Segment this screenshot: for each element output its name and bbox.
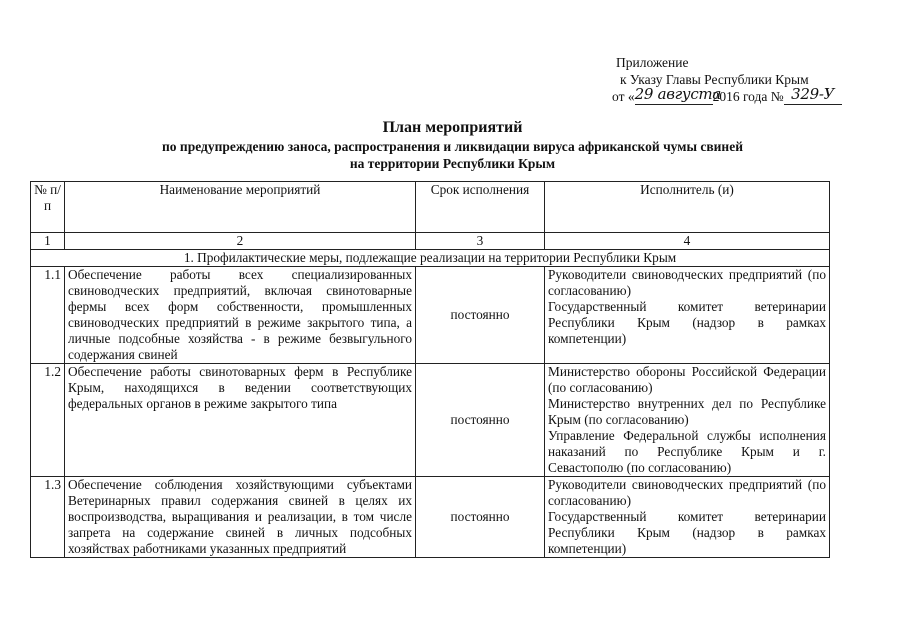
appendix-decree-ref: к Указу Главы Республики Крым: [620, 72, 809, 87]
row-name: Обеспечение работы всех специализированных свиноводческих предприятий, включая свинотоварные фермы всех форм собственности, промышленных свиноводческих предприятий в режиме закрытого типа, а личные подсобные хозяйства - в режиме безвыгульного содержания свиней: [65, 267, 416, 364]
table-row: [31, 364, 830, 477]
subtitle-line-1: по предупреждению заноса, распространения и ликвидации вируса африканской чумы свиней: [162, 139, 743, 154]
appendix-label: Приложение: [616, 55, 689, 70]
row-term: постоянно: [416, 364, 545, 477]
executor-item: Государственный комитет ветеринарии Республики Крым (надзор в рамках компетенции): [548, 509, 826, 556]
year-text: 2016 года №: [712, 89, 784, 104]
column-number-row: [31, 233, 830, 250]
row-term: постоянно: [416, 477, 545, 558]
handwritten-number: 329-У: [791, 85, 835, 103]
number-field: [784, 85, 842, 105]
executor-item: Управление Федеральной службы исполнения наказаний по Республике Крым и г. Севастополю (по согласованию): [548, 428, 826, 475]
row-number: 1.1: [31, 267, 65, 364]
appendix-date-line: [612, 85, 892, 105]
section-row: [31, 250, 830, 267]
row-name: Обеспечение соблюдения хозяйствующими субъектами Ветеринарных правил содержания свиней в целях их воспроизводства, выращивания и реализации, в том числе запрета на содержание свиней в личных подсобных хозяйствах работниками указанных предприятий: [65, 477, 416, 558]
executor-item: Министерство внутренних дел по Республике Крым (по согласованию): [548, 396, 826, 427]
column-number: 3: [416, 233, 545, 250]
table-row: [31, 477, 830, 558]
header-executor: Исполнитель (и): [545, 182, 830, 233]
header-term: Срок исполнения: [416, 182, 545, 233]
row-executors: [545, 477, 830, 558]
row-number: 1.3: [31, 477, 65, 558]
row-executors: [545, 364, 830, 477]
plan-table: [30, 181, 830, 558]
date-prefix: от «: [612, 89, 635, 104]
date-field: [634, 85, 721, 105]
row-name: Обеспечение работы свинотоварных ферм в Республике Крым, находящихся в ведении соответствующих федеральных органов в режиме закрытого типа: [65, 364, 416, 477]
header-name: Наименование мероприятий: [65, 182, 416, 233]
executor-item: Министерство обороны Российской Федерации (по согласованию): [548, 364, 826, 395]
column-number: 2: [65, 233, 416, 250]
table-header-row: [31, 182, 830, 233]
section-title: 1. Профилактические меры, подлежащие реализации на территории Республики Крым: [31, 250, 830, 267]
document-subtitle: [100, 138, 805, 172]
executor-item: Государственный комитет ветеринарии Республики Крым (надзор в рамках компетенции): [548, 299, 826, 346]
column-number: 1: [31, 233, 65, 250]
header-num: № п/п: [31, 182, 65, 233]
row-term: постоянно: [416, 267, 545, 364]
table-row: [31, 267, 830, 364]
row-number: 1.2: [31, 364, 65, 477]
document-title: План мероприятий: [382, 119, 523, 136]
column-number: 4: [545, 233, 830, 250]
row-executors: [545, 267, 830, 364]
handwritten-date: 29 августа: [634, 85, 721, 103]
executor-item: Руководители свиноводческих предприятий (по согласованию): [548, 477, 826, 508]
subtitle-line-2: на территории Республики Крым: [349, 156, 556, 171]
executor-item: Руководители свиноводческих предприятий (по согласованию): [548, 267, 826, 298]
appendix-block: [612, 54, 892, 105]
